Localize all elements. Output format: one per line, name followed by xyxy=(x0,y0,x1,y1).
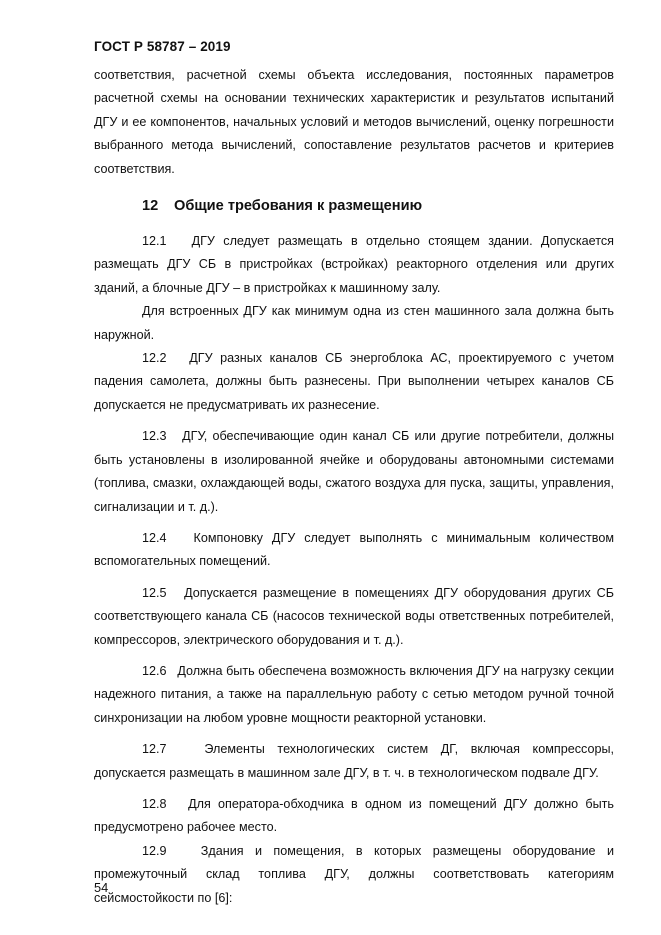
clause-text: Для оператора-обходчика в одном из помещений ДГУ должно быть предусмотрено рабочее место. xyxy=(94,796,614,835)
clause-text: Здания и помещения, в которых размещены оборудование и промежуточный склад топлива ДГУ, должны соответствовать категориям сейсмостойкости по [6]: xyxy=(94,843,615,905)
document-body xyxy=(94,64,614,910)
clause-text: ДГУ следует размещать в отдельно стоящем здании. Допускается размещать ДГУ СБ в пристройках (встройках) реакторного отделения или других зданий, а блочные ДГУ – в пристройках к машинному залу. xyxy=(94,234,614,295)
page-number: 54 xyxy=(94,880,109,895)
standard-header: ГОСТ Р 58787 – 2019 xyxy=(94,39,231,54)
clause-12-9 xyxy=(94,840,614,910)
clause-number: 12.5 xyxy=(142,585,167,600)
clause-number: 12.7 xyxy=(142,742,167,757)
clause-text: Элементы технологических систем ДГ, включая компрессоры, допускается размещать в машинном зале ДГУ, в т. ч. в технологическом подвале ДГУ. xyxy=(94,742,614,780)
clause-text: Допускается размещение в помещениях ДГУ оборудования других СБ соответствующего канала СБ (насосов технической воды ответственных потребителей, компрессоров, электрического оборудования и т. д.). xyxy=(94,585,615,647)
clause-12-2 xyxy=(94,347,614,417)
clause-12-5 xyxy=(94,582,614,652)
section-heading xyxy=(142,196,614,216)
intro-paragraph: соответствия, расчетной схемы объекта исследования, постоянных параметров расчетной схемы на основании технических характеристик и результатов испытаний ДГУ и ее компонентов, начальных условий и методов вычислений, оценку погрешности выбранного метода вычислений, сопоставление результатов расчетов и критериев соответствия. xyxy=(94,68,614,176)
clause-text: Для встроенных ДГУ как минимум одна из стен машинного зала должна быть наружной. xyxy=(94,304,614,342)
clause-number: 12.8 xyxy=(142,796,167,811)
clause-12-8 xyxy=(94,793,614,840)
clause-12-4 xyxy=(94,527,614,574)
section-number: 12 xyxy=(142,198,159,215)
clause-number: 12.4 xyxy=(142,530,167,545)
clause-12-1-note xyxy=(94,300,614,347)
clause-number: 12.2 xyxy=(142,351,167,366)
clause-text: Компоновку ДГУ следует выполнять с минимальным количеством вспомогательных помещений. xyxy=(94,530,615,569)
clause-12-3 xyxy=(94,425,614,519)
clause-text: ДГУ разных каналов СБ энергоблока АС, проектируемого с учетом падения самолета, должны быть разнесены. При выполнении четырех каналов СБ допускается не предусматривать их разнесение. xyxy=(94,351,614,412)
clause-12-7 xyxy=(94,738,614,785)
clause-number: 12.6 xyxy=(142,663,167,678)
clause-text: Должна быть обеспечена возможность включения ДГУ на нагрузку секции надежного питания, а также на параллельную работу с сетью методом ручной точной синхронизации на любом уровне мощности реакторной установки. xyxy=(94,663,615,725)
clause-number: 12.1 xyxy=(142,234,167,249)
clause-number: 12.3 xyxy=(142,429,167,444)
section-title: Общие требования к размещению xyxy=(174,198,423,215)
clause-12-6 xyxy=(94,660,614,730)
clause-number: 12.9 xyxy=(142,843,167,858)
clause-12-1 xyxy=(94,230,614,300)
clause-text: ДГУ, обеспечивающие один канал СБ или другие потребители, должны быть установлены в изолированной ячейке и оборудованы автономными системами (топлива, смазки, охлаждающей воды, сжатого воздуха для пуска, защиты, управления, сигнализации и т. д.). xyxy=(94,429,615,514)
